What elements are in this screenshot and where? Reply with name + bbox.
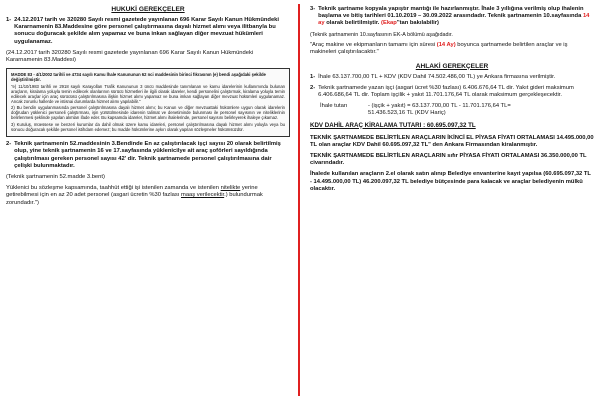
item-text: 24.12.2017 tarih ve 320280 Sayılı resmi gazetede yayınlanan 696 Karar Sayılı Kanun Hükmündeki Kararnamenin 83.Maddesine göre personel çalıştırmasına dayalı hizmet alımı veya ilitbanyla bu sonucu doğuracak şekilde alım yapamaz ve buna inkan sağlayan diğer mevzuat hükümleri uygulanamaz.	[14, 17, 280, 45]
legal-item-2	[6, 141, 290, 170]
item-text-part: "tan bakılabilir)	[396, 20, 439, 27]
calc-label: İhale tutarı	[320, 103, 348, 110]
item-text-part: olarak belirtilmiştir.	[326, 20, 380, 27]
item-number: 2-	[310, 84, 316, 91]
law-paragraph: 2) Bu bendin uygulanmasında personel çalıştırılmasına dayalı hizmet alımı; bu Kanun ve diğer mevzuattaki hükümlere uygun olarak idarelerin doğrudan yüklenici personeli çalıştırması, işin yürütülmesinde idarenin talimat ve denetiminde bulunması ile personel sayısının ve niteliklerinin belirlenmesi şeklinde yapılan alımları ifade eder. Bu kapsamda idareler, hizmet alımı ihalelerinde, personel sayısını belirleyerek ihaleye çıkamaz.	[11, 105, 285, 121]
law-paragraph: "e) 11/10/1983 tarihli ve 2918 sayılı Karayolları Trafik Kanununun 3 üncü maddesinde tanımlanan ve kamu idarelerinin kullanımında bulunan araçların, kiralama yoluyla temin edilecek olanlarının sürücü hizmetleri ile ilgili olarak idareler, kendi personelini çalıştırmak, kiralama yoluyla temin edilecek araçlar için araç sürücüsü çalıştırılmasına ilişkin hizmet alımı yapamaz ve buna imkan sağlayan diğer mevzuat hükümleri uygulanamaz. Ancak zorunlu hallerde ve istisnai durumlarda hizmet alımı yapılabilir."	[11, 83, 285, 104]
right-column	[304, 0, 600, 400]
quote-text: "Araç makine ve ekipmanların tamamı için süresi	[310, 42, 436, 49]
left-column	[0, 0, 296, 400]
item-text: İhale 63.137.700,00 TL + KDV (KDV Dahil 74.502.486,00 TL) ye Ankara firmasına verilmiştir.	[318, 73, 556, 80]
legal-item-1	[6, 17, 290, 46]
column-divider	[298, 4, 300, 396]
item-text: Teknik şartnamenin 52.maddesinin 3.Bendinde En az çalıştırılacak işçi sayısı 20 olarak belirtilmiş olup, yine teknik şartnamenin 16 ve 17.sayfasında yüklenicilye ait araç şoförleri sayıldığında çalıştırılması gereken personel sayısı 42' dir. Teknik şartnamede personel çalıştırılmasına dair çelişki bulunmaktadır.	[14, 141, 281, 169]
market-price-new: TEKNİK ŞARTNAMEDE BELİRTİLEN ARAÇLARIN sıfır PİYASA FİYATI ORTALAMASI 36.350.000,00 TL civarındadır.	[310, 153, 587, 167]
quote-text: boyunca şartnamede belirtilen araçlar ve iş makineleri çalıştırılacaktır."	[310, 42, 568, 56]
note-underlined: maaş verilecektir	[180, 192, 225, 199]
spec-reference: (Teknik şartnamenin 10.sayfasının EK-A bölümü aşağıdadır.	[310, 31, 453, 38]
legal-grounds-heading: HUKUKİ GEREKÇELER	[111, 6, 185, 13]
highlight-duration: 14 ay	[318, 13, 590, 27]
note-underlined: nitelikte	[220, 185, 241, 192]
market-price-used: TEKNİK ŞARTNAMEDE BELİRTİLEN ARAÇLARIN İKİNCİ EL PİYASA FİYATI ORTALAMASI 14.495.000,00 TL olan araçlar KDV Dahil 60.695.097,32 TL" den Ankara Firmasından kiralanmıştır.	[310, 134, 594, 148]
spec-quote	[310, 42, 594, 56]
item-text	[318, 6, 594, 28]
rental-total: KDV DAHİL ARAÇ KİRALAMA TUTARI : 60.695.097,32 TL	[310, 121, 476, 129]
contractor-note	[6, 185, 290, 207]
item-number: 1-	[310, 73, 316, 80]
spec-reference: (Teknik şartnamenin 52.madde 3.bent)	[6, 174, 105, 181]
legal-item-3	[310, 6, 594, 28]
law-title: MADDE 83 - 4/1/2002 tarihli ve 4734 sayılı Kamu İhale Kanununun 62 nci maddesinin birinci fıkrasının (e) bendi aşağıdaki şekilde değiştirilmiştir.	[11, 72, 266, 83]
calculation	[320, 103, 594, 117]
ethical-grounds-heading: AHLAKİ GEREKÇELER	[415, 62, 489, 70]
item-text: Teknik şartnamede yazan işçi (asgari ücret %30 fazlası) 6.406.676,64 TL dir. Yakıt gideri maksimum 6.406.686,64 TL dir. Toplam işçilik + yakıt 11.701.176,64 TL olarak maksimum gerçekleşecektir.	[318, 84, 574, 99]
ethical-item-2	[310, 85, 594, 99]
ethical-item-1	[310, 74, 594, 81]
item-number: 3-	[310, 6, 316, 12]
item-number: 2-	[6, 141, 12, 148]
calc-result: 51.436.523,16 TL (KDV Hariç)	[368, 110, 446, 117]
conclusion: İhalede kullanılan araçların 2.el olarak satın alınıp Belediye envanterine kayıt yapılsa (60.695.097,32 TL - 14.495.000,00 TL) 46.200.097,32 TL belediye bütçesinde para kalacak ve araçlar belediyenin mülkü olacaktır.	[310, 171, 591, 192]
item-number: 1-	[6, 17, 12, 23]
item-text-part: Teknik şartname kopyala yapıştır mantığı ile hazırlanmıştır. İhale 3 yıllığına verilmiş olup ihalenin başlama ve bitiş tarihleri 01.10.2019 – 30.09.2022 arasındadır. Teknik şartnamenin 10.sayfasında	[318, 6, 584, 20]
note-text: yerine getirebilmesi için en az 20 adet personel (asgari ücretin %30 fazlası	[6, 185, 258, 199]
note-text: Yüklenici bu sözleşme kapsamında, taahhüt ettiği işi istenilen zamanda ve istenilen	[6, 185, 219, 192]
calc-value: - (işçik + yakıt) = 63.137.700,00 TL - 11.701.176,64 TL=	[368, 103, 511, 110]
law-paragraph: 3) Kuruluş, müessese ve benzeri kurumlar da dahil olmak üzere kamu idareleri, personel çalıştırılmasına dayalı hizmet alımı yoluyla veya bu sonucu doğuracak şekilde personel istihdam edemez; bu madde hükümlerine aykırı olarak yapılan sözleşmeler hükümsüzdür.	[11, 121, 285, 132]
highlight-ekap: (Ekap	[381, 20, 397, 27]
legal-reference: (24.12.2017 tarih 320280 Sayılı resmi gazetede yayınlanan 696 Karar Sayılı Kanun Hükmündeki Kararnamenin 83.Maddesi)	[6, 49, 254, 64]
calc-spacer	[320, 110, 364, 117]
law-excerpt-box	[6, 68, 290, 137]
note-text: .) bulundurmak zorundadır.")	[6, 192, 263, 206]
highlight-duration: (14 Ay)	[436, 42, 456, 49]
